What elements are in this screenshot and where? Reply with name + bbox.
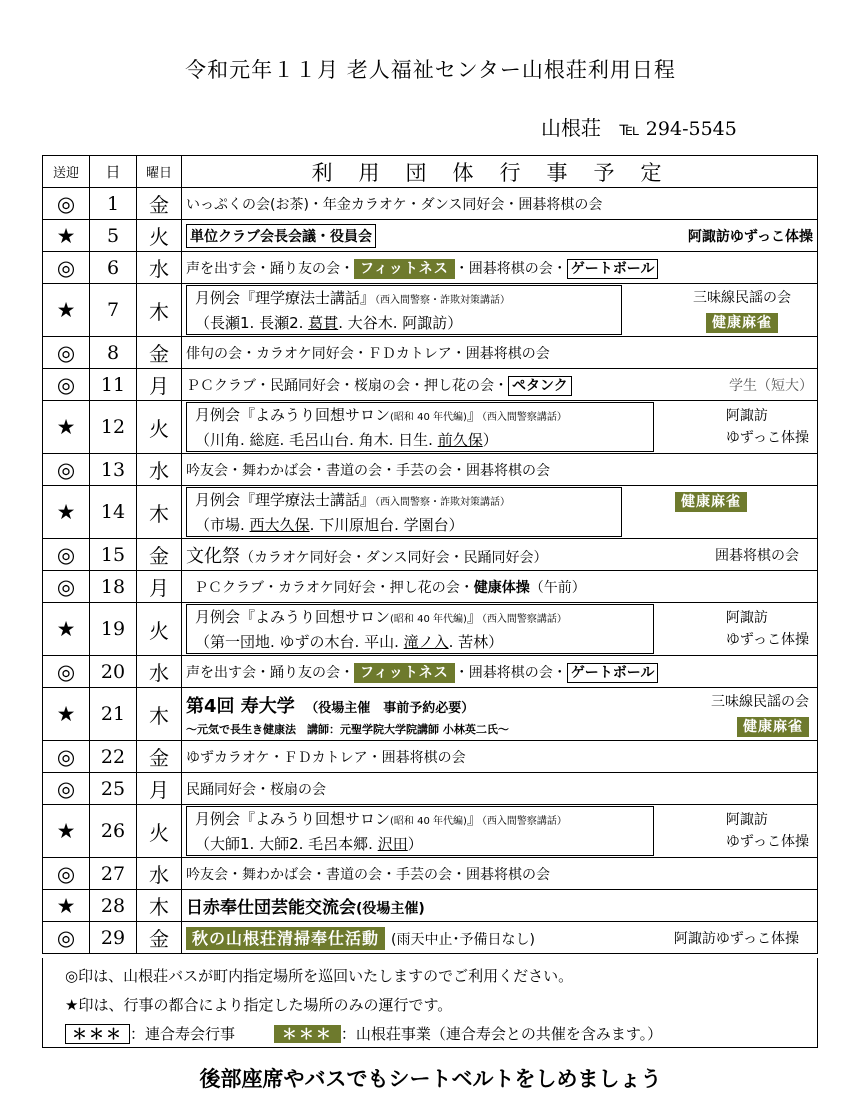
meeting-note: （西入間警察・詐欺対策講話） — [375, 295, 511, 306]
weekday-cell: 水 — [137, 454, 182, 486]
day-cell: 25 — [90, 773, 137, 805]
table-row — [43, 401, 818, 454]
day-cell: 1 — [90, 188, 137, 220]
bus-mark: ◎ — [43, 454, 90, 486]
meeting-title: 』 — [466, 406, 482, 424]
event-cell — [182, 858, 818, 890]
highlight-event: 健康麻雀 — [675, 492, 747, 512]
event-main: 文化祭 — [186, 545, 240, 567]
bus-mark: ◎ — [43, 188, 90, 220]
event-text: 俳句の会・カラオケ同好会・ＦＤカトレア・囲碁将棋の会 — [186, 345, 550, 362]
legend-green-text: ：山根荘事業（連合寿会との共催を含みます。） — [340, 1025, 663, 1043]
event-cell — [182, 220, 818, 252]
meeting-title: 』 — [466, 608, 482, 626]
event-cell — [182, 369, 818, 401]
meeting-note: (昭和 40 年代編) — [390, 816, 467, 827]
event-cell — [182, 773, 818, 805]
day-cell: 11 — [90, 369, 137, 401]
table-row — [43, 656, 818, 688]
day-cell: 8 — [90, 337, 137, 369]
legend-box-sample: ＊＊＊ — [65, 1024, 130, 1044]
event-text: 吟友会・舞わかば会・書道の会・手芸の会・囲碁将棋の会 — [186, 866, 550, 883]
event-note: (雨天中止･予備日なし) — [391, 932, 535, 948]
boxed-event: ペタンク — [508, 376, 572, 396]
weekday-cell: 木 — [137, 890, 182, 922]
monthly-meeting-box — [186, 285, 622, 335]
weekday-cell: 火 — [137, 401, 182, 454]
boxed-event: ゲートボール — [567, 259, 659, 279]
side-event: 囲碁将棋の会 — [715, 547, 799, 564]
weekday-cell: 火 — [137, 805, 182, 858]
district-list: ） — [407, 835, 423, 853]
event-cell — [182, 922, 818, 954]
day-cell: 22 — [90, 741, 137, 773]
table-row — [43, 337, 818, 369]
weekday-cell: 金 — [137, 539, 182, 571]
event-main: 日赤奉仕団芸能交流会 — [186, 898, 356, 918]
event-cell — [182, 486, 818, 539]
day-cell: 7 — [90, 284, 137, 337]
side-event: 三味線民謡の会 — [711, 693, 809, 710]
meeting-note: （西入間警察・詐欺対策講話） — [375, 497, 511, 508]
district-list: （川角. 総庭. 毛呂山台. 角木. 日生. — [195, 431, 438, 449]
event-cell — [182, 656, 818, 688]
weekday-cell: 金 — [137, 741, 182, 773]
day-cell: 19 — [90, 603, 137, 656]
side-event: ゆずっこ体操 — [725, 632, 809, 648]
side-event: 三味線民謡の会 — [693, 289, 791, 306]
event-text: ＰＣクラブ・民踊同好会・桜扇の会・押し花の会・ — [186, 377, 508, 394]
day-cell: 6 — [90, 252, 137, 284]
meeting-title: 月例会『よみうり回想サロン — [195, 406, 391, 424]
table-row — [43, 890, 818, 922]
event-cell — [182, 337, 818, 369]
telephone: ℡ 294-5545 — [619, 118, 737, 140]
event-cell — [182, 539, 818, 571]
event-text: ＰＣクラブ・カラオケ同好会・押し花の会・ — [194, 579, 474, 596]
monthly-meeting-box — [186, 402, 654, 452]
footer-notes — [42, 958, 818, 1048]
event-note: （役場主催 事前予約必要） — [305, 700, 475, 716]
footer-legend — [65, 1020, 817, 1049]
table-row — [43, 741, 818, 773]
table-row — [43, 805, 818, 858]
bus-mark: ◎ — [43, 539, 90, 571]
meeting-note: (昭和 40 年代編) — [390, 614, 467, 625]
event-cell — [182, 688, 818, 741]
highlight-event: 秋の山根荘清掃奉仕活動 — [186, 927, 385, 950]
bus-mark: ★ — [43, 688, 90, 741]
bus-mark: ★ — [43, 486, 90, 539]
weekday-cell: 金 — [137, 922, 182, 954]
table-row — [43, 486, 818, 539]
event-text: ・囲碁将棋の会・ — [454, 664, 567, 681]
bus-mark: ◎ — [43, 858, 90, 890]
table-row — [43, 922, 818, 954]
table-row — [43, 188, 818, 220]
bus-mark: ◎ — [43, 337, 90, 369]
bus-mark: ◎ — [43, 656, 90, 688]
bus-mark: ★ — [43, 284, 90, 337]
weekday-cell: 金 — [137, 188, 182, 220]
boxed-event: 単位クラブ会長会議・役員会 — [186, 224, 376, 248]
table-row — [43, 858, 818, 890]
table-row — [43, 539, 818, 571]
meeting-title: 月例会『よみうり回想サロン — [195, 608, 391, 626]
event-note: （カラオケ同好会・ダンス同好会・民踊同好会） — [240, 549, 548, 566]
event-text: 吟友会・舞わかば会・書道の会・手芸の会・囲碁将棋の会 — [186, 462, 550, 479]
header-row — [43, 156, 818, 188]
weekday-cell: 月 — [137, 571, 182, 603]
event-text: ・囲碁将棋の会・ — [454, 260, 567, 277]
meeting-note: (昭和 40 年代編) — [390, 412, 467, 423]
footer-note-star: ★印は、行事の都合により指定した場所のみの運行です。 — [65, 996, 453, 1014]
legend-green-sample: ＊＊＊ — [274, 1025, 341, 1043]
event-text: 声を出す会・踊り友の会・ — [186, 664, 354, 681]
weekday-cell: 月 — [137, 773, 182, 805]
schedule-table — [42, 155, 818, 954]
weekday-cell: 木 — [137, 688, 182, 741]
bus-mark: ◎ — [43, 773, 90, 805]
district-list: （第一団地. ゆずの木台. 平山. — [195, 633, 404, 651]
district-underlined: 沢田 — [377, 835, 408, 853]
monthly-meeting-box — [186, 487, 622, 537]
district-list: （市場. — [195, 516, 250, 534]
event-text: ゆずカラオケ・ＦＤカトレア・囲碁将棋の会 — [186, 749, 466, 766]
meeting-note: （西入間警察講話） — [481, 816, 567, 827]
side-event: ゆずっこ体操 — [725, 430, 809, 446]
day-cell: 18 — [90, 571, 137, 603]
day-cell: 28 — [90, 890, 137, 922]
meeting-note: （西入間警察講話） — [481, 412, 567, 423]
district-list: （大師1. 大師2. 毛呂本郷. — [195, 835, 378, 853]
event-cell — [182, 401, 818, 454]
table-row — [43, 688, 818, 741]
table-row — [43, 773, 818, 805]
meeting-title: 月例会『理学療法士講話』 — [195, 289, 376, 307]
meeting-title: 月例会『理学療法士講話』 — [195, 491, 376, 509]
bus-mark: ◎ — [43, 922, 90, 954]
day-cell: 12 — [90, 401, 137, 454]
day-cell: 21 — [90, 688, 137, 741]
monthly-meeting-box — [186, 806, 654, 856]
table-row — [43, 220, 818, 252]
side-event: ゆずっこ体操 — [725, 834, 809, 850]
district-list: （長瀬1. 長瀬2. — [195, 314, 309, 332]
bus-mark: ◎ — [43, 741, 90, 773]
day-cell: 14 — [90, 486, 137, 539]
highlight-event: 健康麻雀 — [737, 717, 809, 737]
event-main: 第4回 寿大学 — [186, 695, 295, 717]
legend-box-text: ：連合寿会行事 — [130, 1025, 236, 1043]
weekday-cell: 月 — [137, 369, 182, 401]
header-day: 日 — [90, 156, 137, 188]
day-cell: 13 — [90, 454, 137, 486]
district-list: . 大谷木. 阿諏訪） — [338, 314, 463, 332]
table-row — [43, 369, 818, 401]
event-cell — [182, 805, 818, 858]
bus-mark: ★ — [43, 890, 90, 922]
weekday-cell: 木 — [137, 284, 182, 337]
day-cell: 26 — [90, 805, 137, 858]
bus-mark: ★ — [43, 805, 90, 858]
bus-mark: ★ — [43, 401, 90, 454]
bus-mark: ◎ — [43, 252, 90, 284]
event-cell — [182, 603, 818, 656]
header-sougei: 送迎 — [43, 156, 90, 188]
event-cell — [182, 454, 818, 486]
side-event: 阿諏訪ゆずっこ体操 — [687, 228, 813, 245]
monthly-meeting-box — [186, 604, 654, 654]
table-row — [43, 284, 818, 337]
weekday-cell: 金 — [137, 337, 182, 369]
table-row — [43, 454, 818, 486]
event-cell — [182, 890, 818, 922]
weekday-cell: 水 — [137, 252, 182, 284]
district-list: . 下川原旭台. 学園台） — [309, 516, 464, 534]
bus-mark: ◎ — [43, 571, 90, 603]
weekday-cell: 火 — [137, 220, 182, 252]
event-text: 民踊同好会・桜扇の会 — [186, 781, 326, 798]
table-row — [43, 603, 818, 656]
event-cell — [182, 741, 818, 773]
table-row — [43, 252, 818, 284]
lecture-info: ～元気で長生き健康法 講師：元聖学院大学院講師 小林英二氏～ — [186, 722, 509, 736]
day-cell: 5 — [90, 220, 137, 252]
side-event: 阿諏訪 — [725, 610, 768, 626]
district-underlined: 前久保 — [437, 431, 483, 449]
page-title: 令和元年１１月 老人福祉センター山根荘利用日程 — [185, 58, 676, 82]
slogan: 後部座席やバスでもシートベルトをしめましょう — [199, 1067, 662, 1091]
weekday-cell: 火 — [137, 603, 182, 656]
meeting-title: 月例会『よみうり回想サロン — [195, 810, 391, 828]
header-events: 利用団体行事予定 — [182, 156, 818, 188]
weekday-cell: 水 — [137, 656, 182, 688]
side-event: 阿諏訪ゆずっこ体操 — [673, 930, 799, 947]
event-text: いっぷくの会(お茶)・年金カラオケ・ダンス同好会・囲碁将棋の会 — [186, 196, 603, 213]
highlight-event: フィットネス — [354, 663, 455, 683]
event-note: （午前） — [529, 579, 586, 596]
table-row — [43, 571, 818, 603]
day-cell: 20 — [90, 656, 137, 688]
bus-mark: ★ — [43, 603, 90, 656]
district-underlined: 西大久保 — [249, 516, 310, 534]
day-cell: 29 — [90, 922, 137, 954]
header-weekday: 曜日 — [137, 156, 182, 188]
bus-mark: ◎ — [43, 369, 90, 401]
event-cell — [182, 284, 818, 337]
event-text: 声を出す会・踊り友の会・ — [186, 260, 354, 277]
meeting-title: 』 — [466, 810, 482, 828]
weekday-cell: 木 — [137, 486, 182, 539]
contact-info — [541, 112, 737, 141]
event-cell — [182, 252, 818, 284]
meeting-note: （西入間警察講話） — [481, 614, 567, 625]
footer-note-circle: ◎印は、山根荘バスが町内指定場所を巡回いたしますのでご利用ください。 — [65, 967, 574, 985]
district-underlined: 葛貫 — [308, 314, 339, 332]
district-underlined: 滝ノ入 — [403, 633, 449, 651]
event-bold: 健康体操 — [473, 579, 530, 596]
highlight-event: フィットネス — [354, 259, 455, 279]
event-cell — [182, 188, 818, 220]
day-cell: 27 — [90, 858, 137, 890]
bus-mark: ★ — [43, 220, 90, 252]
event-note: (役場主催) — [356, 901, 425, 917]
center-name: 山根荘 — [541, 116, 601, 140]
event-cell — [182, 571, 818, 603]
boxed-event: ゲートボール — [567, 663, 659, 683]
district-list: ） — [482, 431, 498, 449]
highlight-event: 健康麻雀 — [706, 313, 778, 333]
side-event: 阿諏訪 — [725, 408, 768, 424]
side-event: 学生（短大） — [729, 377, 813, 394]
weekday-cell: 水 — [137, 858, 182, 890]
side-event: 阿諏訪 — [725, 812, 768, 828]
district-list: . 苦林） — [448, 633, 504, 651]
day-cell: 15 — [90, 539, 137, 571]
